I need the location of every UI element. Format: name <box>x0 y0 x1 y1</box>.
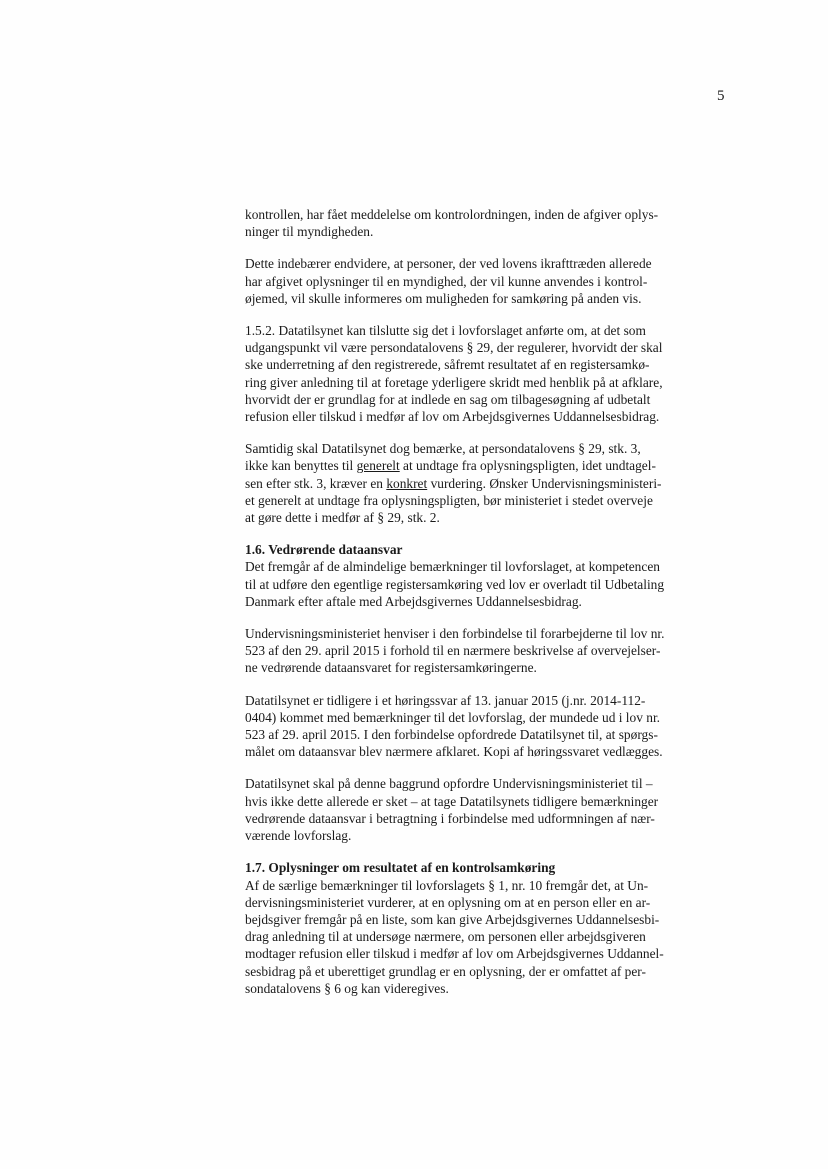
text-line: kontrollen, har fået meddelelse om kontrolordningen, inden de afgiver oplys- <box>245 207 659 222</box>
text-line: 0404) kommet med bemærkninger til det lovforslag, der mundede ud i lov nr. <box>245 709 661 725</box>
text-line: hvorvidt der er grundlag for at indlede en sag om tilbagesøgning af udbetalt <box>245 391 651 407</box>
text-line: Danmark efter aftale med Arbejdsgivernes Uddannelsesbidrag. <box>245 593 582 609</box>
text-line: vedrørende dataansvar i betragtning i forbindelse med udformningen af nær- <box>245 810 655 826</box>
text-line: Undervisningsministeriet henviser i den forbindelse til forarbejderne til lov nr. <box>245 626 665 642</box>
text-line: Datatilsynet er tidligere i et høringssvar af 13. januar 2015 (j.nr. 2014-112- <box>245 692 646 708</box>
text-line: hvis ikke dette allerede er sket – at tage Datatilsynets tidligere bemærkninger <box>245 793 659 809</box>
underlined-word: generelt <box>356 458 400 474</box>
paragraph-8 <box>245 775 730 844</box>
text-fragment: vurdering. Ønsker Undervisningsministeri- <box>427 475 662 491</box>
text-line: Dette indebærer endvidere, at personer, der ved lovens ikrafttræden allerede <box>245 256 652 272</box>
underlined-word: konkret <box>386 475 428 491</box>
text-line: målet om dataansvar blev nærmere afklaret. Kopi af høringssvaret vedlægges. <box>245 744 663 760</box>
paragraph-7 <box>245 692 730 761</box>
text-fragment: sen efter stk. 3, kræver en <box>245 475 387 491</box>
text-line <box>245 457 730 474</box>
document-body <box>245 206 730 1012</box>
text-line: Samtidig skal Datatilsynet dog bemærke, at persondatalovens § 29, stk. 3, <box>245 441 641 457</box>
paragraph-2 <box>245 255 730 307</box>
text-line: Af de særlige bemærkninger til lovforslagets § 1, nr. 10 fremgår det, at Un- <box>245 877 649 893</box>
text-line: refusion eller tilskud i medfør af lov om Arbejdsgivernes Uddannelsesbidrag. <box>245 409 660 425</box>
text-line: ne vedrørende dataansvaret for registersamkøringerne. <box>245 660 537 676</box>
section-heading: 1.6. Vedrørende dataansvar <box>245 542 403 558</box>
paragraph-1 <box>245 206 730 240</box>
text-line: et generelt at undtage fra oplysningspligten, bør ministeriet i stedet overveje <box>245 492 653 508</box>
text-line: Det fremgår af de almindelige bemærkninger til lovforslaget, at kompetencen <box>245 559 660 575</box>
paragraph-1-5-2 <box>245 322 730 425</box>
section-1-7 <box>245 859 730 997</box>
text-line: har afgivet oplysninger til en myndighed, der vil kunne anvendes i kontrol- <box>245 273 648 289</box>
text-line: 523 af den 29. april 2015 i forhold til en nærmere beskrivelse af overvejelser- <box>245 643 661 659</box>
paragraph-6 <box>245 625 730 677</box>
text-line: bejdsgiver fremgår på en liste, som kan give Arbejdsgivernes Uddannelsesbi- <box>245 911 660 927</box>
section-heading: 1.7. Oplysninger om resultatet af en kontrolsamkøring <box>245 860 556 876</box>
text-line: værende lovforslag. <box>245 828 352 844</box>
text-line: drag anledning til at undersøge nærmere, om personen eller arbejdsgiveren <box>245 929 646 945</box>
text-line: 523 af 29. april 2015. I den forbindelse opfordrede Datatilsynet til, at spørgs- <box>245 727 658 743</box>
text-line: ninger til myndigheden. <box>245 224 374 240</box>
text-line: til at udføre den egentlige registersamkøring ved lov er overladt til Udbetaling <box>245 576 665 592</box>
text-line: ring giver anledning til at foretage yderligere skridt med henblik på at afklare, <box>245 374 663 390</box>
text-line: ske underretning af den registrerede, såfremt resultatet af en registersamkø- <box>245 357 650 373</box>
text-line: 1.5.2. Datatilsynet kan tilslutte sig det i lovforslaget anførte om, at det som <box>245 323 646 339</box>
text-line: udgangspunkt vil være persondatalovens § 29, der regulerer, hvorvidt der skal <box>245 340 663 356</box>
text-fragment: at undtage fra oplysningspligten, idet undtagel- <box>399 458 656 474</box>
text-line: sesbidrag på et uberettiget grundlag er en oplysning, der er omfattet af per- <box>245 963 646 979</box>
text-line: Datatilsynet skal på denne baggrund opfordre Undervisningsministeriet til – <box>245 776 653 792</box>
paragraph-4 <box>245 440 730 526</box>
text-line: dervisningsministeriet vurderer, at en oplysning om at en person eller en ar- <box>245 894 651 910</box>
text-line: øjemed, vil skulle informeres om muligheden for samkøring på anden vis. <box>245 290 642 306</box>
section-1-6 <box>245 541 730 610</box>
page-number: 5 <box>717 88 725 104</box>
text-line <box>245 475 730 492</box>
text-fragment: ikke kan benyttes til <box>245 458 357 474</box>
text-line: modtager refusion eller tilskud i medfør af lov om Arbejdsgivernes Uddannel- <box>245 946 664 962</box>
text-line: at gøre dette i medfør af § 29, stk. 2. <box>245 510 440 526</box>
text-line: sondatalovens § 6 og kan videregives. <box>245 980 449 996</box>
